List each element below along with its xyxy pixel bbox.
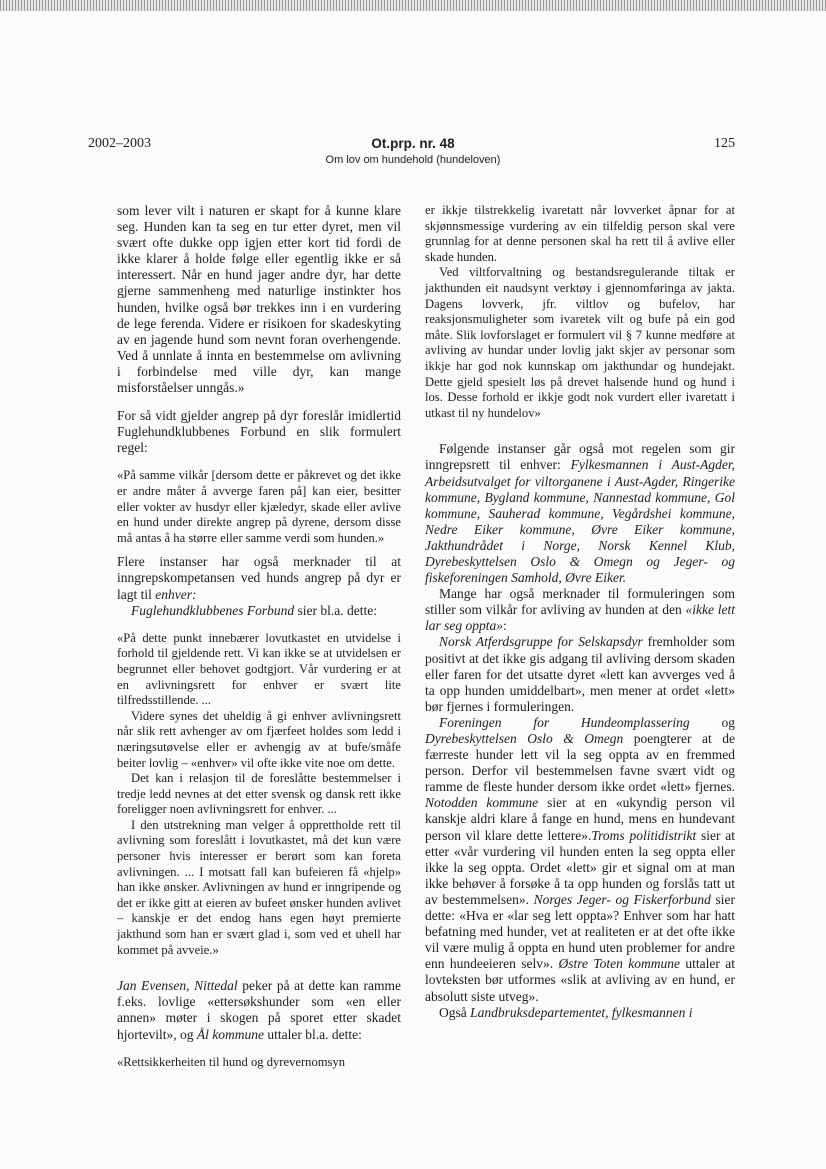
header-year: 2002–2003: [88, 136, 151, 151]
quote-paragraph: I den utstrekning man velger å opprettholde rett til avlivning som foreslått i lovutkastet, må det kun være personer hvis interesser er berørt som kan foreta avlivningen. ... I motsatt fall kan bufeieren få «hjelp» han ikke ønsker. Avlivningen av hund er inngripende og det er ikke gitt at eieren av bufeet ønsker hunden avlivet – kanskje er det endog hans egen høyt premierte jakthund som han er svært glad i, som ved et uhell har kommet på avveie.»: [117, 817, 401, 957]
paragraph: som lever vilt i naturen er skapt for å kunne klare seg. Hunden kan ta seg en tur etter dyret, men vil svært ofte dukke opp igjen etter kort tid fordi de ikke klarer å holde følge eller egentlig ikke er så interessert. Når en hund jager andre dyr, har dette gjerne sammenheng med naturlige instinkter hos hunden, hvilke også bør trekkes inn i en vurdering de lege ferenda. Videre er risikoen for skadeskyting av en jagende hund som nevnt foran overhengende. Ved å unnlate å innta en bestemmelse om avlivning i forbindelse med ville dyr, kan mange misforståelser unngås.»: [117, 203, 401, 396]
quote-paragraph: «På dette punkt innebærer lovutkastet en utvidelse i forhold til gjeldende rett. Vi kan ikke se at utvidelsen er begrunnet eller behovet godtgjort. Vår vurdering er at en avlivningsrett for enhver er svært lite tilfredsstillende. ...: [117, 630, 401, 708]
page-number: 125: [714, 136, 735, 151]
scan-edge-band: [0, 0, 826, 11]
quote-paragraph: «Rettsikkerheiten til hund og dyrevernomsyn: [117, 1054, 346, 1069]
paragraph: Fuglehundklubbenes Forbund sier bl.a. dette:: [131, 602, 377, 618]
quote-paragraph: er ikkje tilstrekkelig ivaretatt når lovverket åpnar for at skjønnsmessige vurdering av ein tilfeldig person skal vere grunnlag for at denne personen skal ha rett til å avlive eller skade hunden.: [425, 203, 735, 264]
paragraph: Følgende instanser går også mot regelen som gir inngrepsrett til enhver: Fylkesmannen i Aust-Agder, Arbeidsutvalget for viltorganene i Aust-Agder, Ringerike kommune, Bygland kommune, Nannestad kommune, Gol kommune, Sauherad kommune, Vegårdshei kommune, Nedre Eiker kommune, Øvre Eiker kommune, Jakthundrådet i Norge, Norsk Kennel Klub, Dyrebeskyttelsen Oslo & Omegn og Jeger- og fiskeforeningen Samhold, Øvre Eiker.: [425, 441, 735, 586]
quote-paragraph: Det kan i relasjon til de foreslåtte bestemmelser i tredje ledd nevnes at det etter svensk og dansk rett ikke foreligger noen avlivningsrett for enhver. ...: [117, 771, 401, 817]
paragraph: Jan Evensen, Nittedal peker på at dette kan ramme f.eks. lovlige «ettersøkshunder som «en eller annen» møter i skogen på sporet etter skadet hjortevilt», og Ål kommune uttaler bl.a. dette:: [117, 978, 401, 1042]
paragraph: For så vidt gjelder angrep på dyr foreslår imidlertid Fuglehundklubbenes Forbund en slik formulert regel:: [117, 408, 401, 456]
quote-paragraph: «På samme vilkår [dersom dette er påkrevet og det ikke er andre måter å avverge faren på] kan eier, besitter eller vokter av husdyr eller kjæledyr, skade eller avlive en hund under direkte angrep på dyrene, dersom disse må antas å ha større eller samme verdi som hunden.»: [117, 468, 401, 545]
paragraph: Norsk Atferdsgruppe for Selskapsdyr fremholder som positivt at det ikke gis adgang til avliving dersom skaden eller faren for det utsatte dyret «lett kan avverges ved å ta opp hunden umiddelbart», men mener at ordet «lett» bør fjernes i formuleringen.: [425, 634, 735, 714]
paragraph: Mange har også merknader til formuleringen som stiller som vilkår for avliving av hunden at den «ikke lett lar seg oppta»:: [425, 586, 735, 634]
quote-paragraph: Ved viltforvaltning og bestandsregulerande tiltak er jakthunden eit naudsynt verktøy i gjennomføringa av jakta. Dagens lovverk, jfr. viltlov og bufelov, har reaksjonsmuligheter som ivaretek vilt og bufe på ein god måte. Slik lovforslaget er formulert vil § 7 kunne medføre at avliving av hundar under lovlig jakt skjer av personar som ikkje har god nok kunnskap om jakthundar og hundejakt. Dette gjeld spesielt løs på drevet halsende hund og hund i los. Desse forhold er ikkje godt nok vurdert eller ivaretatt i utkast til ny hundelov»: [425, 265, 735, 420]
document-subtitle: Om lov om hundehold (hundeloven): [325, 154, 501, 166]
paragraph: Foreningen for Hundeomplassering og Dyrebeskyttelsen Oslo & Omegn poengterer at de færreste hunder lett vil la seg oppta av en fremmed person. Derfor vil bestemmelsen favne svært vidt og ramme de fleste hunder dersom ikke ordet «lett» fjernes. Notodden kommune sier at en «ukyndig person vil kanskje aldri klare å fange en hund, mens en hundevant person vil klare dette lettere».Troms politidistrikt sier at etter «vår vurdering vil hunden enten la seg oppta eller ikke la seg oppta. Ordet «lett» gir et signal om at man ikke behøver å forsøke å ta opp hunden og forslås tatt ut av bestemmelsen». Norges Jeger- og Fiskerforbund sier dette: «Hva er «lar seg lett oppta»? Enhver som har hatt befatning med hunder, vet at realiteten er at det ofte ikke vil være mulig å oppta en hund uten problemer for andre enn hundeeieren selv». Østre Toten kommune uttaler at lovteksten bør utformes «slik at avliving av en hund, er absolutt siste utveg».: [425, 714, 736, 1004]
paragraph: Også Landbruksdepartementet, fylkesmannen i: [439, 1004, 693, 1020]
document-title: Ot.prp. nr. 48: [371, 136, 455, 151]
left-column: [117, 203, 401, 1070]
paragraph: Flere instanser har også merknader til at inngrepskompetansen ved hunds angrep på dyr er lagt til enhver:: [117, 554, 401, 602]
quote-paragraph: Videre synes det uheldig å gi enhver avlivningsrett når slik rett avhenger av om fjærfeet holdes som ledd i næringsutøvelse eller er avhengig av at bufe/småfe beiter lovlig – «enhver» vil ofte ikke vite noe om dette.: [117, 708, 401, 770]
right-column: [425, 203, 735, 1021]
